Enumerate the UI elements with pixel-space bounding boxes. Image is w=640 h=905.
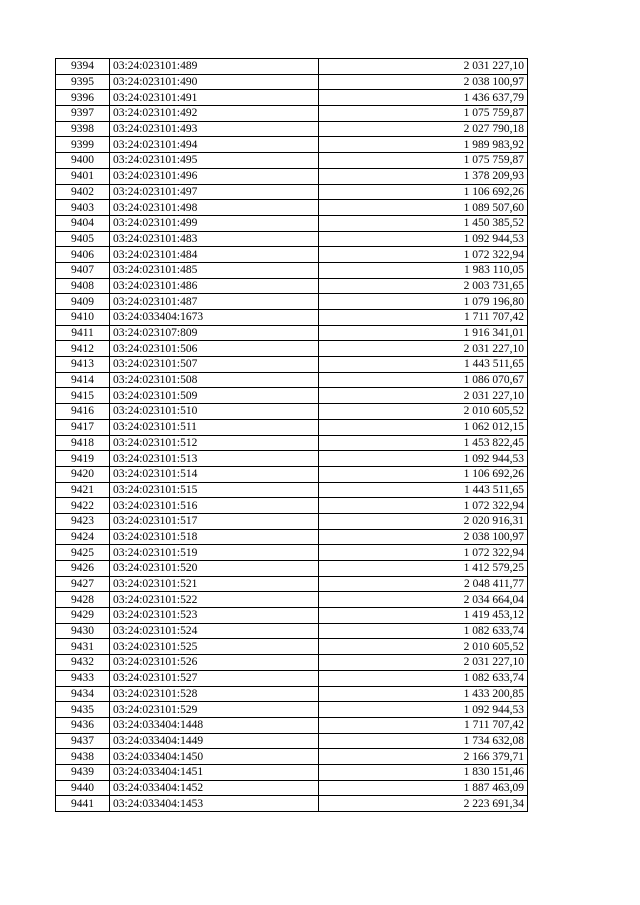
cadastral-value: 2 031 227,10 [319, 388, 528, 404]
table-row [56, 733, 528, 749]
table-row [56, 561, 528, 577]
cadastral-value: 1 887 463,09 [319, 780, 528, 796]
cadastral-value: 1 378 209,93 [319, 168, 528, 184]
row-number: 9409 [56, 294, 110, 310]
cadastral-number: 03:24:023101:516 [110, 498, 319, 514]
cadastral-number: 03:24:033404:1453 [110, 796, 319, 812]
table-row [56, 341, 528, 357]
table-row [56, 325, 528, 341]
cadastral-number: 03:24:023101:522 [110, 592, 319, 608]
table-row [56, 592, 528, 608]
cadastral-value: 1 086 070,67 [319, 372, 528, 388]
row-number: 9432 [56, 655, 110, 671]
table-row [56, 545, 528, 561]
table-row [56, 388, 528, 404]
cadastral-number: 03:24:023101:514 [110, 466, 319, 482]
cadastral-value: 1 830 151,46 [319, 764, 528, 780]
cadastral-number: 03:24:023101:490 [110, 74, 319, 90]
cadastral-number: 03:24:023101:523 [110, 608, 319, 624]
cadastral-value: 2 031 227,10 [319, 655, 528, 671]
table-row [56, 419, 528, 435]
row-number: 9434 [56, 686, 110, 702]
cadastral-value: 1 092 944,53 [319, 702, 528, 718]
row-number: 9441 [56, 796, 110, 812]
cadastral-value: 2 166 379,71 [319, 749, 528, 765]
table-row [56, 168, 528, 184]
cadastral-value: 1 450 385,52 [319, 215, 528, 231]
cadastral-value: 2 003 731,65 [319, 278, 528, 294]
cadastral-number: 03:24:023107:809 [110, 325, 319, 341]
cadastral-value: 2 027 790,18 [319, 121, 528, 137]
table-row [56, 780, 528, 796]
row-number: 9399 [56, 137, 110, 153]
cadastral-number: 03:24:033404:1450 [110, 749, 319, 765]
row-number: 9427 [56, 576, 110, 592]
row-number: 9404 [56, 215, 110, 231]
cadastral-number: 03:24:033404:1673 [110, 310, 319, 326]
cadastral-number: 03:24:033404:1449 [110, 733, 319, 749]
table-row [56, 310, 528, 326]
cadastral-number: 03:24:023101:508 [110, 372, 319, 388]
table-row [56, 513, 528, 529]
cadastral-value: 2 048 411,77 [319, 576, 528, 592]
cadastral-number: 03:24:023101:493 [110, 121, 319, 137]
row-number: 9433 [56, 670, 110, 686]
cadastral-number: 03:24:023101:497 [110, 184, 319, 200]
cadastral-number: 03:24:033404:1452 [110, 780, 319, 796]
cadastral-value: 1 079 196,80 [319, 294, 528, 310]
row-number: 9417 [56, 419, 110, 435]
cadastral-number: 03:24:023101:495 [110, 153, 319, 169]
cadastral-value: 1 092 944,53 [319, 451, 528, 467]
cadastral-value: 1 106 692,26 [319, 184, 528, 200]
cadastral-number: 03:24:033404:1448 [110, 717, 319, 733]
cadastral-value: 1 082 633,74 [319, 623, 528, 639]
table-row [56, 639, 528, 655]
row-number: 9403 [56, 200, 110, 216]
row-number: 9421 [56, 482, 110, 498]
cadastral-value: 1 072 322,94 [319, 247, 528, 263]
cadastral-number: 03:24:023101:528 [110, 686, 319, 702]
table-row [56, 608, 528, 624]
cadastral-number: 03:24:023101:519 [110, 545, 319, 561]
cadastral-number: 03:24:033404:1451 [110, 764, 319, 780]
table-row [56, 466, 528, 482]
row-number: 9430 [56, 623, 110, 639]
cadastral-number: 03:24:023101:489 [110, 59, 319, 75]
row-number: 9407 [56, 262, 110, 278]
row-number: 9402 [56, 184, 110, 200]
row-number: 9398 [56, 121, 110, 137]
row-number: 9394 [56, 59, 110, 75]
row-number: 9431 [56, 639, 110, 655]
table-row [56, 435, 528, 451]
table-row [56, 670, 528, 686]
row-number: 9424 [56, 529, 110, 545]
cadastral-number: 03:24:023101:527 [110, 670, 319, 686]
cadastral-value: 1 916 341,01 [319, 325, 528, 341]
cadastral-number: 03:24:023101:484 [110, 247, 319, 263]
cadastral-number: 03:24:023101:486 [110, 278, 319, 294]
cadastral-number: 03:24:023101:526 [110, 655, 319, 671]
cadastral-number: 03:24:023101:515 [110, 482, 319, 498]
table-row [56, 247, 528, 263]
cadastral-number: 03:24:023101:499 [110, 215, 319, 231]
cadastral-value: 1 072 322,94 [319, 498, 528, 514]
cadastral-number: 03:24:023101:496 [110, 168, 319, 184]
table-row [56, 153, 528, 169]
row-number: 9419 [56, 451, 110, 467]
table-row [56, 184, 528, 200]
table-row [56, 106, 528, 122]
table-row [56, 702, 528, 718]
cadastral-number: 03:24:023101:510 [110, 404, 319, 420]
cadastral-value: 1 089 507,60 [319, 200, 528, 216]
table-row [56, 404, 528, 420]
cadastral-value: 1 092 944,53 [319, 231, 528, 247]
row-number: 9413 [56, 357, 110, 373]
cadastral-number: 03:24:023101:518 [110, 529, 319, 545]
cadastral-number: 03:24:023101:506 [110, 341, 319, 357]
row-number: 9436 [56, 717, 110, 733]
table-row [56, 121, 528, 137]
table-row [56, 749, 528, 765]
table-row [56, 655, 528, 671]
cadastral-value: 1 106 692,26 [319, 466, 528, 482]
cadastral-number: 03:24:023101:509 [110, 388, 319, 404]
row-number: 9416 [56, 404, 110, 420]
table-row [56, 796, 528, 812]
table-row [56, 623, 528, 639]
cadastral-value: 1 734 632,08 [319, 733, 528, 749]
table-row [56, 372, 528, 388]
cadastral-value: 1 412 579,25 [319, 561, 528, 577]
cadastral-number: 03:24:023101:513 [110, 451, 319, 467]
row-number: 9415 [56, 388, 110, 404]
row-number: 9435 [56, 702, 110, 718]
cadastral-value: 2 034 664,04 [319, 592, 528, 608]
cadastral-value: 2 010 605,52 [319, 404, 528, 420]
row-number: 9422 [56, 498, 110, 514]
cadastral-value: 2 020 916,31 [319, 513, 528, 529]
cadastral-value: 1 075 759,87 [319, 106, 528, 122]
table-row [56, 215, 528, 231]
table-row [56, 717, 528, 733]
cadastral-value-table [55, 58, 528, 812]
cadastral-number: 03:24:023101:494 [110, 137, 319, 153]
cadastral-value: 1 075 759,87 [319, 153, 528, 169]
table-row [56, 74, 528, 90]
cadastral-value: 1 062 012,15 [319, 419, 528, 435]
table-row [56, 498, 528, 514]
table-row [56, 231, 528, 247]
table-row [56, 686, 528, 702]
cadastral-number: 03:24:023101:529 [110, 702, 319, 718]
cadastral-value: 1 711 707,42 [319, 717, 528, 733]
row-number: 9405 [56, 231, 110, 247]
row-number: 9408 [56, 278, 110, 294]
row-number: 9400 [56, 153, 110, 169]
cadastral-value: 1 436 637,79 [319, 90, 528, 106]
row-number: 9428 [56, 592, 110, 608]
row-number: 9395 [56, 74, 110, 90]
cadastral-number: 03:24:023101:492 [110, 106, 319, 122]
row-number: 9426 [56, 561, 110, 577]
cadastral-value: 1 453 822,45 [319, 435, 528, 451]
table-row [56, 137, 528, 153]
cadastral-number: 03:24:023101:498 [110, 200, 319, 216]
cadastral-number: 03:24:023101:507 [110, 357, 319, 373]
row-number: 9420 [56, 466, 110, 482]
cadastral-number: 03:24:023101:525 [110, 639, 319, 655]
cadastral-number: 03:24:023101:483 [110, 231, 319, 247]
cadastral-value: 1 419 453,12 [319, 608, 528, 624]
table-row [56, 294, 528, 310]
row-number: 9397 [56, 106, 110, 122]
row-number: 9439 [56, 764, 110, 780]
cadastral-value: 1 433 200,85 [319, 686, 528, 702]
cadastral-number: 03:24:023101:512 [110, 435, 319, 451]
table-row [56, 262, 528, 278]
cadastral-value: 1 983 110,05 [319, 262, 528, 278]
row-number: 9414 [56, 372, 110, 388]
row-number: 9410 [56, 310, 110, 326]
cadastral-number: 03:24:023101:485 [110, 262, 319, 278]
table-row [56, 200, 528, 216]
cadastral-value: 1 711 707,42 [319, 310, 528, 326]
row-number: 9412 [56, 341, 110, 357]
cadastral-value: 2 038 100,97 [319, 529, 528, 545]
cadastral-value: 2 223 691,34 [319, 796, 528, 812]
cadastral-value: 1 443 511,65 [319, 482, 528, 498]
table-row [56, 59, 528, 75]
table-row [56, 90, 528, 106]
row-number: 9396 [56, 90, 110, 106]
row-number: 9423 [56, 513, 110, 529]
row-number: 9406 [56, 247, 110, 263]
cadastral-number: 03:24:023101:511 [110, 419, 319, 435]
cadastral-value: 2 038 100,97 [319, 74, 528, 90]
cadastral-number: 03:24:023101:491 [110, 90, 319, 106]
table-row [56, 764, 528, 780]
table-row [56, 529, 528, 545]
table-row [56, 278, 528, 294]
row-number: 9437 [56, 733, 110, 749]
row-number: 9440 [56, 780, 110, 796]
table-row [56, 451, 528, 467]
cadastral-value: 2 010 605,52 [319, 639, 528, 655]
table-row [56, 576, 528, 592]
row-number: 9438 [56, 749, 110, 765]
row-number: 9425 [56, 545, 110, 561]
row-number: 9418 [56, 435, 110, 451]
cadastral-number: 03:24:023101:487 [110, 294, 319, 310]
cadastral-number: 03:24:023101:524 [110, 623, 319, 639]
row-number: 9429 [56, 608, 110, 624]
cadastral-value: 1 082 633,74 [319, 670, 528, 686]
row-number: 9401 [56, 168, 110, 184]
cadastral-value: 1 072 322,94 [319, 545, 528, 561]
table-row [56, 482, 528, 498]
row-number: 9411 [56, 325, 110, 341]
cadastral-value: 2 031 227,10 [319, 341, 528, 357]
cadastral-number: 03:24:023101:521 [110, 576, 319, 592]
cadastral-value: 1 989 983,92 [319, 137, 528, 153]
cadastral-value: 1 443 511,65 [319, 357, 528, 373]
cadastral-value: 2 031 227,10 [319, 59, 528, 75]
table-row [56, 357, 528, 373]
cadastral-number: 03:24:023101:520 [110, 561, 319, 577]
cadastral-number: 03:24:023101:517 [110, 513, 319, 529]
table-body [56, 59, 528, 812]
